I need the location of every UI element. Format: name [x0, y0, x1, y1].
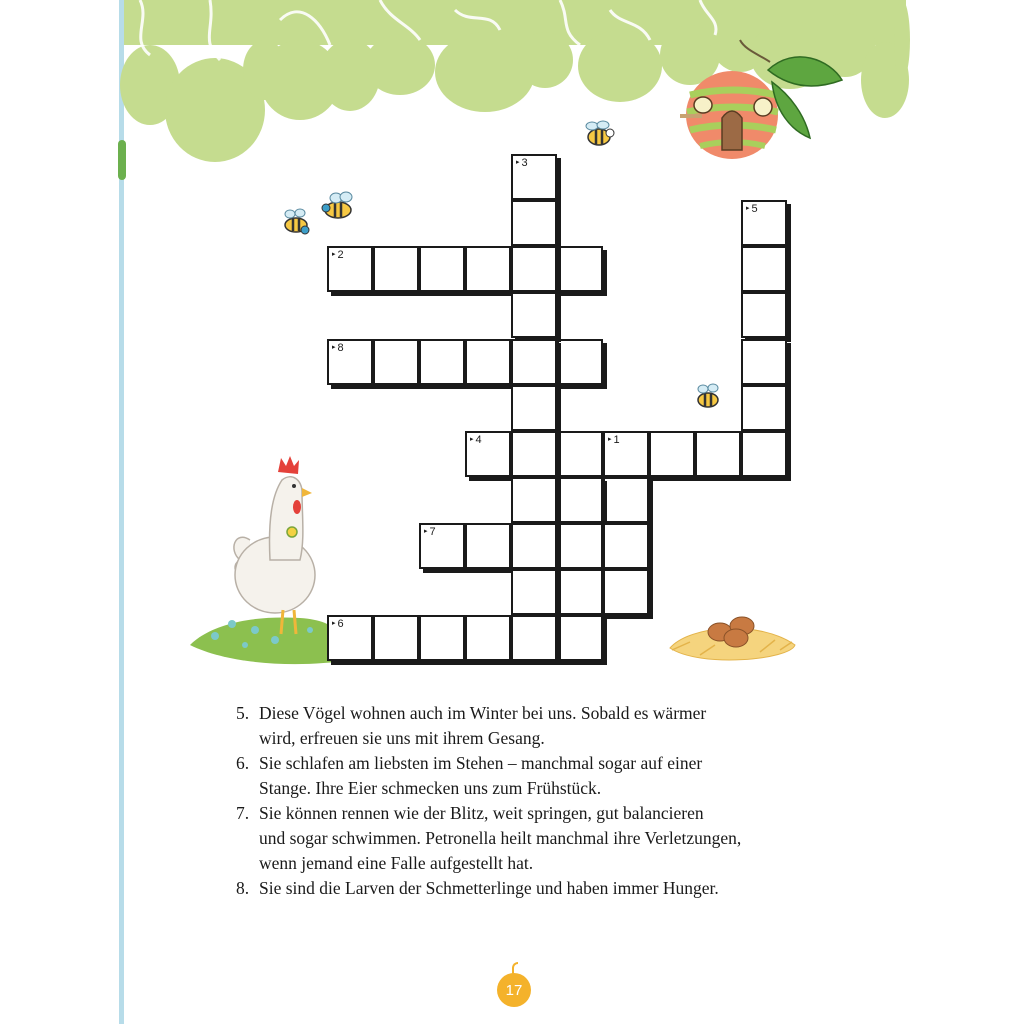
bee-icon: [285, 209, 309, 234]
crossword-cell[interactable]: [511, 339, 557, 385]
clue-item-number: 8.: [236, 878, 250, 898]
crossword-cell[interactable]: [603, 477, 649, 523]
clue-item-number: 7.: [236, 803, 250, 823]
crossword-cell[interactable]: [557, 477, 603, 523]
crossword-cell[interactable]: [741, 339, 787, 385]
crossword-cell[interactable]: [741, 246, 787, 292]
clue-item-text: Sie sind die Larven der Schmetterlinge und haben immer Hunger.: [259, 878, 719, 898]
clue-item: [236, 801, 836, 876]
clue-number-7: ▸ 7: [424, 527, 436, 538]
crossword-cell[interactable]: [741, 431, 787, 477]
crossword-cell[interactable]: [465, 431, 511, 477]
bee-icon: [322, 192, 352, 218]
clue-number-2: ▸ 2: [332, 250, 344, 261]
crossword-cell[interactable]: [373, 339, 419, 385]
crossword-cell[interactable]: [465, 615, 511, 661]
crossword-cell[interactable]: [511, 615, 557, 661]
crossword-cell[interactable]: [373, 615, 419, 661]
clue-number-5: ▸ 5: [746, 204, 758, 215]
crossword-cell[interactable]: [419, 246, 465, 292]
egg-nest-icon: [670, 617, 795, 660]
clue-number-3: ▸ 3: [516, 158, 528, 169]
clue-number-6: ▸ 6: [332, 619, 344, 630]
crossword-cell[interactable]: [419, 523, 465, 569]
crossword-cell[interactable]: [557, 523, 603, 569]
crossword-cell[interactable]: [603, 523, 649, 569]
clue-item-text: Sie schlafen am liebsten im Stehen – manchmal sogar auf einer Stange. Ihre Eier schmecken uns zum Frühstück.: [259, 753, 703, 798]
crossword-cell[interactable]: [327, 246, 373, 292]
clue-item: [236, 701, 836, 751]
crossword-cell[interactable]: [603, 569, 649, 615]
bee-icon: [586, 121, 614, 145]
crossword-cell[interactable]: [511, 154, 557, 200]
crossword-cell[interactable]: [741, 292, 787, 338]
crossword-cell[interactable]: [557, 339, 603, 385]
crossword-cell[interactable]: [465, 523, 511, 569]
crossword-cell[interactable]: [511, 523, 557, 569]
bee-icon: [698, 384, 718, 407]
crossword-cell[interactable]: [511, 431, 557, 477]
crossword-cell[interactable]: [465, 339, 511, 385]
clue-item: [236, 876, 836, 901]
crossword-cell[interactable]: [511, 385, 557, 431]
crossword-cell[interactable]: [327, 339, 373, 385]
crossword-cell[interactable]: [419, 615, 465, 661]
crossword-cell[interactable]: [649, 431, 695, 477]
crossword-cell[interactable]: [511, 200, 557, 246]
clue-item-number: 6.: [236, 753, 250, 773]
crossword-cell[interactable]: [741, 200, 787, 246]
clue-list: [236, 701, 836, 901]
hen-icon: [234, 456, 315, 634]
crossword-cell[interactable]: [327, 615, 373, 661]
crossword-cell[interactable]: [695, 431, 741, 477]
clue-number-1: ▸ 1: [608, 435, 620, 446]
clue-item-text: Diese Vögel wohnen auch im Winter bei uns. Sobald es wärmer wird, erfreuen sie uns mit ihrem Gesang.: [259, 703, 707, 748]
page-number-badge: 17: [497, 973, 531, 1007]
clue-number-8: ▸ 8: [332, 343, 344, 354]
apple-house-icon: [680, 40, 842, 159]
crossword-cell[interactable]: [557, 615, 603, 661]
crossword-cell[interactable]: [465, 246, 511, 292]
crossword-cell[interactable]: [557, 246, 603, 292]
crossword-cell[interactable]: [419, 339, 465, 385]
clue-item-number: 5.: [236, 703, 250, 723]
clue-item-text: Sie können rennen wie der Blitz, weit springen, gut balancieren und sogar schwimmen. Petronella heilt manchmal ihre Verletzungen, wenn jemand eine Falle aufgestellt hat.: [259, 803, 742, 873]
clue-number-4: ▸ 4: [470, 435, 482, 446]
grass-icon: [190, 617, 350, 664]
crossword-cell[interactable]: [373, 246, 419, 292]
crossword-cell[interactable]: [557, 569, 603, 615]
crossword-cell[interactable]: [511, 246, 557, 292]
crossword-cell[interactable]: [741, 385, 787, 431]
crossword-cell[interactable]: [557, 431, 603, 477]
clue-item: [236, 751, 836, 801]
crossword-cell[interactable]: [603, 431, 649, 477]
crossword-cell[interactable]: [511, 292, 557, 338]
crossword-cell[interactable]: [511, 569, 557, 615]
crossword-cell[interactable]: [511, 477, 557, 523]
